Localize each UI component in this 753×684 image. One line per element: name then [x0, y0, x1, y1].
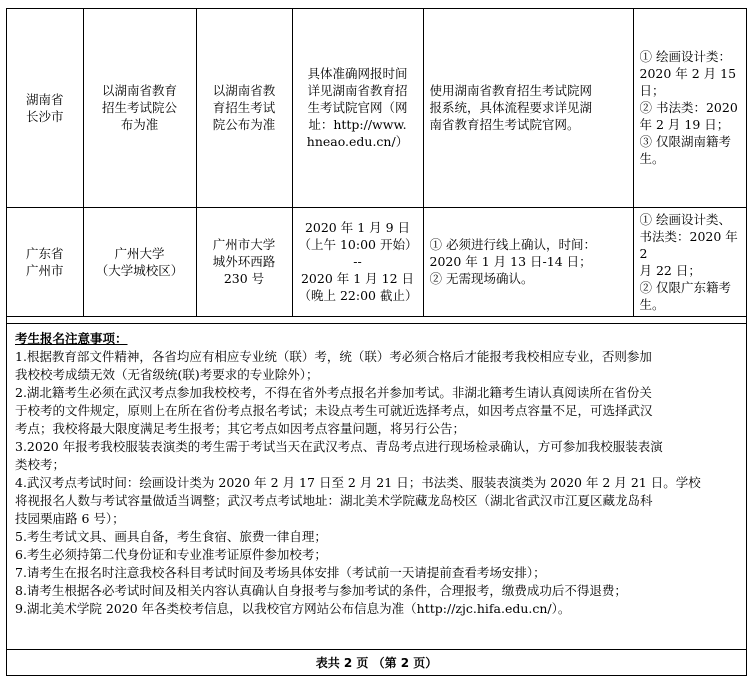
notes-title: 考生报名注意事项： — [15, 331, 128, 346]
cell-text-line: ① 必须进行线上确认，时间： — [429, 237, 596, 252]
cell-text-line: 生。 — [639, 296, 665, 312]
notes-item: 8.请考生根据各必考试时间及相关内容认真确认自身报考与参加考试的条件，合理报考，缴费成功后不得退费； — [15, 583, 627, 598]
cell-text-line: 南省教育招生考试院官网。 — [429, 117, 580, 133]
cell-text-line: 书法类：2020 年 2 — [639, 228, 738, 261]
cell-text-line: 址：http://www. — [308, 117, 407, 133]
cell-text-line: 广州市 — [25, 262, 64, 278]
cell-text-line: hneao.edu.cn/） — [306, 134, 409, 150]
cell-text-line: ② 无需现场确认。 — [429, 271, 534, 286]
cell-text-line: （大学城校区） — [95, 262, 184, 278]
cell-text-line: 以湖南省教 — [212, 83, 276, 99]
cell-text-line: 230 号 — [223, 271, 265, 286]
cell-text-line: ③ 仅限湖南籍考 — [639, 134, 731, 150]
cell-text-line: 院公布为准 — [212, 117, 276, 133]
document-page — [6, 8, 747, 676]
location-cell — [83, 9, 196, 207]
registration-time-cell — [292, 207, 423, 316]
notes-item: 9.湖北美术学院 2020 年各类校考信息，以我校官方网站公布信息为准（http://zjc.hifa.edu.cn/）。 — [15, 601, 571, 616]
cell-text-line: 2020 年 1 月 13 日-14 日； — [429, 254, 592, 269]
location-cell — [83, 207, 196, 316]
notes-item: 3.2020 年报考我校服装表演类的考生需于考试当天在武汉考点、青岛考点进行现场检录确认，方可参加我校服装表演 — [15, 439, 663, 454]
exam-sites-table — [7, 9, 746, 317]
cell-text-line: ② 书法类：2020 — [639, 100, 738, 116]
registration-time-cell — [292, 9, 423, 207]
notes-item: 技园栗庙路 6 号）； — [15, 511, 125, 526]
cell-text-line: （晚上 22:00 截止） — [298, 288, 418, 303]
confirmation-cell — [423, 9, 633, 207]
cell-text-line: ① 绘画设计类： — [639, 49, 731, 65]
cell-text-line: 月 22 日； — [639, 262, 701, 278]
notes-item: 类校考； — [15, 457, 66, 472]
cell-text-line: 2020 年 2 月 15 日； — [639, 66, 737, 99]
cell-text-line: 年 2 月 19 日； — [639, 117, 730, 133]
cell-text-line: 使用湖南省教育招生考试院网 — [429, 83, 593, 99]
notes-item: 于校考的文件规定，原则上在所在省份考点报名考试；未设点考生可就近选择考点，如因考点容量不足，可选择武汉 — [15, 403, 653, 418]
notes-item: 5.考生考试文具、画具自备，考生食宿、旅费一律自理； — [15, 529, 327, 544]
notes-item: 我校校考成绩无效（无省级统(联)考要求的专业除外）； — [15, 367, 319, 382]
cell-text-line: 长沙市 — [25, 108, 64, 124]
cell-text-line: 城外环西路 — [212, 254, 276, 269]
address-cell — [196, 207, 292, 316]
notes-item: 7.请考生在报名时注意我校各科目考试时间及考场具体安排（考试前一天请提前查看考场安排）； — [15, 565, 546, 580]
notes-section — [7, 323, 746, 649]
cell-text-line: 招生考试院公 — [101, 100, 177, 116]
page-footer: 表共 2 页 （第 2 页） — [7, 649, 746, 675]
cell-text-line: 广州大学 — [114, 245, 165, 261]
exam-schedule-cell — [633, 9, 746, 207]
cell-text-line: 以湖南省教育 — [101, 83, 177, 99]
notes-item: 4.武汉考点考试时间：绘画设计类为 2020 年 2 月 17 日至 2 月 21 日；书法类、服装表演类为 2020 年 2 月 21 日。学校 — [15, 475, 701, 490]
cell-text-line: 生考试院官网（网 — [307, 100, 408, 116]
cell-text-line: 具体准确网报时间 — [307, 66, 408, 82]
exam-schedule-cell — [633, 207, 746, 316]
cell-text-line: ② 仅限广东籍考 — [639, 279, 731, 295]
cell-text-line: 2020 年 1 月 9 日 — [304, 220, 411, 235]
notes-item: 考点；我校将最大限度满足考生报考；其它考点如因考点容量问题，将另行公告； — [15, 421, 466, 436]
cell-text-line: 生。 — [639, 151, 665, 167]
cell-text-line: ① 绘画设计类、 — [639, 211, 731, 227]
cell-text-line: 育招生考试 — [212, 100, 276, 116]
notes-item: 1.根据教育部文件精神，各省均应有相应专业统（联）考，统（联）考必须合格后才能报考我校相应专业，否则参加 — [15, 349, 652, 364]
table-row — [7, 207, 746, 316]
notes-item: 将视报名人数与考试容量做适当调整；武汉考点考试地址：湖北美术学院藏龙岛校区（湖北省武汉市江夏区藏龙岛科 — [15, 493, 653, 508]
notes-item: 2.湖北籍考生必须在武汉考点参加我校校考，不得在省外考点报名并参加考试。非湖北籍考生请认真阅读所在省份关 — [15, 385, 652, 400]
cell-text-line: 湖南省 — [25, 91, 64, 107]
cell-text-line: 2020 年 1 月 12 日 — [300, 271, 415, 286]
address-cell — [196, 9, 292, 207]
confirmation-cell — [423, 207, 633, 316]
region-cell — [7, 9, 83, 207]
cell-text-line: 广东省 — [25, 245, 64, 261]
cell-text-line: 广州市大学 — [212, 237, 276, 252]
cell-text-line: 详见湖南省教育招 — [307, 83, 408, 99]
region-cell — [7, 207, 83, 316]
cell-text-line: 布为准 — [120, 117, 159, 133]
cell-text-line: 报系统，具体流程要求详见湖 — [429, 100, 593, 116]
cell-text-line: -- — [353, 254, 362, 269]
table-row — [7, 9, 746, 207]
notes-item: 6.考生必须持第二代身份证和专业准考证原件参加校考； — [15, 547, 327, 562]
cell-text-line: （上午 10:00 开始） — [298, 237, 418, 252]
